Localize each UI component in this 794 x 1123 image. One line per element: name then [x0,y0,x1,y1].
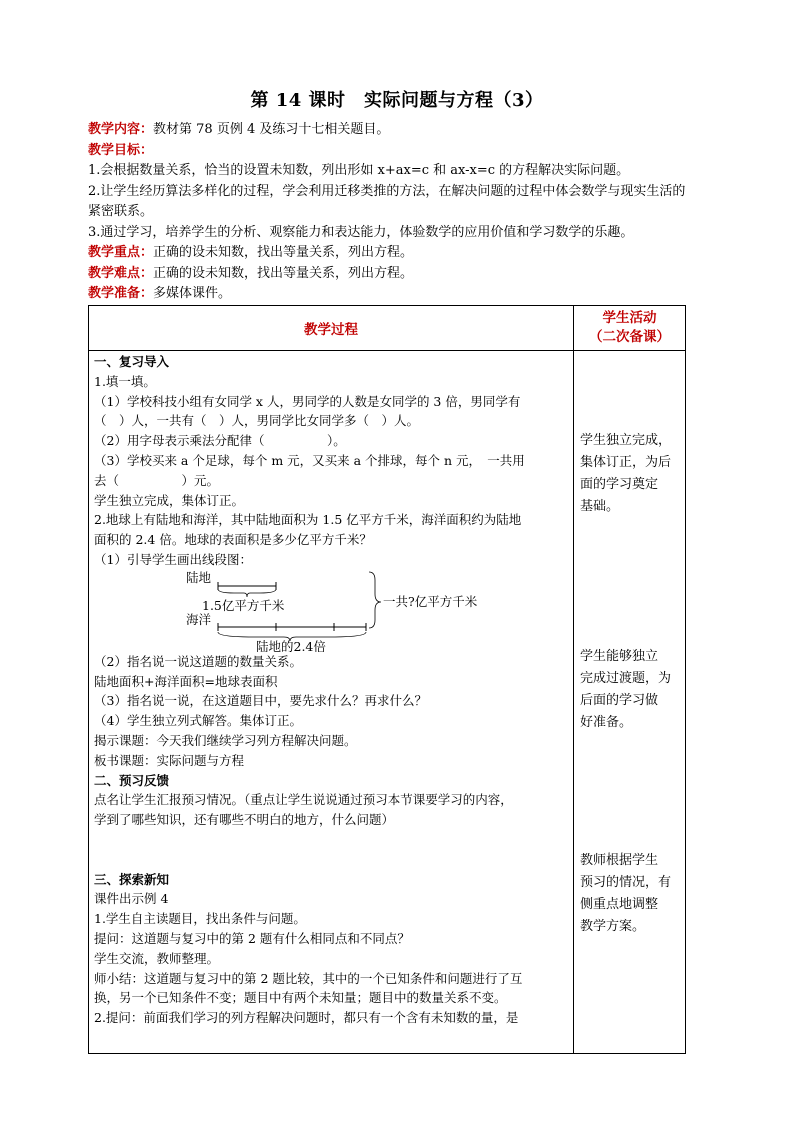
meta-goals-label [88,141,688,162]
activity-line: 预习的情况，有 [580,875,672,890]
process-lines-part2 [94,652,567,1028]
section-heading: 一、复习导入 [94,354,170,369]
process-line: （ ）人，一共有（ ）人，男同学比女同学多（ ）人。 [94,413,420,429]
goal-3: 3.通过学习，培养学生的分析、观察能力和表达能力，体验数学的应用价值和学习数学的乐趣。 [88,224,634,240]
process-line: 2.提问：前面我们学习的列方程解决问题时，都只有一个含有未知数的量，是 [94,1010,519,1026]
header-process: 教学过程 [89,306,574,351]
key-text: 正确的设未知数，找出等量关系，列出方程。 [153,245,414,260]
segment-diagram [94,570,569,632]
process-line: 2.地球上有陆地和海洋，其中陆地面积为 1.5 亿平方千米，海洋面积约为陆地 [94,512,522,528]
process-line: 学生独立完成，集体订正。 [94,492,245,508]
process-line: 换，另一个已知条件不变；题目中有两个未知量；题目中的数量关系不变。 [94,990,507,1006]
activity-line: 教学方案。 [580,919,646,934]
lesson-table [88,305,686,1054]
process-line: 学生交流，教师整理。 [94,950,220,966]
table-body-row [89,351,686,1054]
activity-line: 后面的学习做 [580,693,659,708]
process-line: 面积的 2.4 倍。地球的表面积是多少亿平方千米？ [94,532,372,548]
meta-difficult [88,264,688,285]
page-title: 第 14 课时 实际问题与方程（3） [250,90,544,111]
section-heading: 二、预习反馈 [94,772,170,788]
table-header-row [89,306,686,351]
process-line: （2）用字母表示乘法分配律（ ）。 [94,433,346,449]
header-activity [574,306,686,351]
difficult-label: 教学难点： [88,265,154,281]
diagram-ocean-label: 海洋 [186,611,212,627]
goals-label: 教学目标： [88,142,154,158]
process-line: 揭示课题：今天我们继续学习列方程解决问题。 [94,732,357,748]
prep-label: 教学准备： [88,286,154,301]
goal-2: 2.让学生经历算法多样化的过程，学会利用迁移类推的方法，在解决问题的过程中体会数学与现实生活的紧密联系。 [88,183,686,219]
process-line: 1.学生自主读题目，找出条件与问题。 [94,911,306,927]
process-line: （2）指名说一说这道题的数量关系。 [94,653,302,669]
process-line: 板书课题：实际问题与方程 [94,752,245,768]
activity-line: 教师根据学生 [580,853,659,868]
content-label: 教学内容： [88,122,154,137]
activity-line: 学生独立完成， [580,433,672,448]
diagram-ocean-value: 陆地的2.4倍 [256,638,326,652]
process-line: 点名让学生汇报预习情况。（重点让学生说说通过预习本节课要学习的内容， [94,792,513,808]
activity-line: 集体订正，为后 [580,455,672,470]
section-heading: 三、探索新知 [94,871,170,887]
segment-diagram-bottom [94,632,569,652]
header-activity-line2: （二次备课） [589,329,670,345]
activity-line: 学生能够独立 [580,649,659,664]
process-line: （3）学校买来 a 个足球，每个 m 元，又买来 a 个排球，每个 n 元， 一共用 [94,452,525,468]
activity-line: 基础。 [580,499,620,514]
diagram-total-label: 一共?亿平方千米 [383,593,478,609]
process-line: 1.填一填。 [94,373,156,389]
process-line: 师小结：这道题与复习中的第 2 题比较，其中的一个已知条件和问题进行了互 [94,970,523,986]
process-line: 课件出示例 4 [94,891,169,907]
activity-cell [574,351,686,1054]
lesson-meta [88,120,688,305]
activity-line: 完成过渡题，为 [580,671,672,686]
activity-line: 侧重点地调整 [580,897,659,912]
meta-content [88,120,688,141]
process-line: 去（ ）元。 [94,472,220,488]
activity-note-3 [580,850,682,938]
meta-key [88,243,688,264]
total-brace [369,572,381,628]
process-lines-part1 [94,352,567,570]
land-brace [218,589,276,597]
meta-prep [88,284,688,305]
process-line: （1）引导学生画出线段图： [94,551,252,567]
goal-1: 1.会根据数量关系，恰当的设置未知数，列出形如 x+ax=c 和 ax-x=c 的方程解决实际问题。 [88,163,630,178]
process-line: 提问：这道题与复习中的第 2 题有什么相同点和不同点？ [94,930,410,946]
difficult-text: 正确的设未知数，找出等量关系，列出方程。 [153,265,414,281]
header-activity-line1: 学生活动 [602,310,657,326]
diagram-land-label: 陆地 [186,569,212,585]
process-line [94,850,567,870]
process-line [94,830,567,850]
diagram-land-value: 1.5亿平方千米 [202,597,285,613]
activity-line: 面的学习奠定 [580,477,659,492]
key-label: 教学重点： [88,245,154,260]
process-cell [89,351,574,1054]
process-line: （3）指名说一说，在这道题目中，要先求什么？再求什么？ [94,693,427,709]
process-line: 陆地面积+海洋面积=地球表面积 [94,673,278,689]
process-line: 学到了哪些知识，还有哪些不明白的地方，什么问题） [94,812,395,828]
activity-note-2 [580,646,682,734]
content-text: 教材第 78 页例 4 及练习十七相关题目。 [153,122,390,137]
process-content [89,351,573,1028]
activity-line: 好准备。 [580,715,633,730]
process-line: （4）学生独立列式解答。集体订正。 [94,713,302,729]
prep-text: 多媒体课件。 [153,286,232,301]
process-line: （1）学校科技小组有女同学 x 人，男同学的人数是女同学的 3 倍，男同学有 [94,393,521,409]
activity-note-1 [580,430,682,518]
